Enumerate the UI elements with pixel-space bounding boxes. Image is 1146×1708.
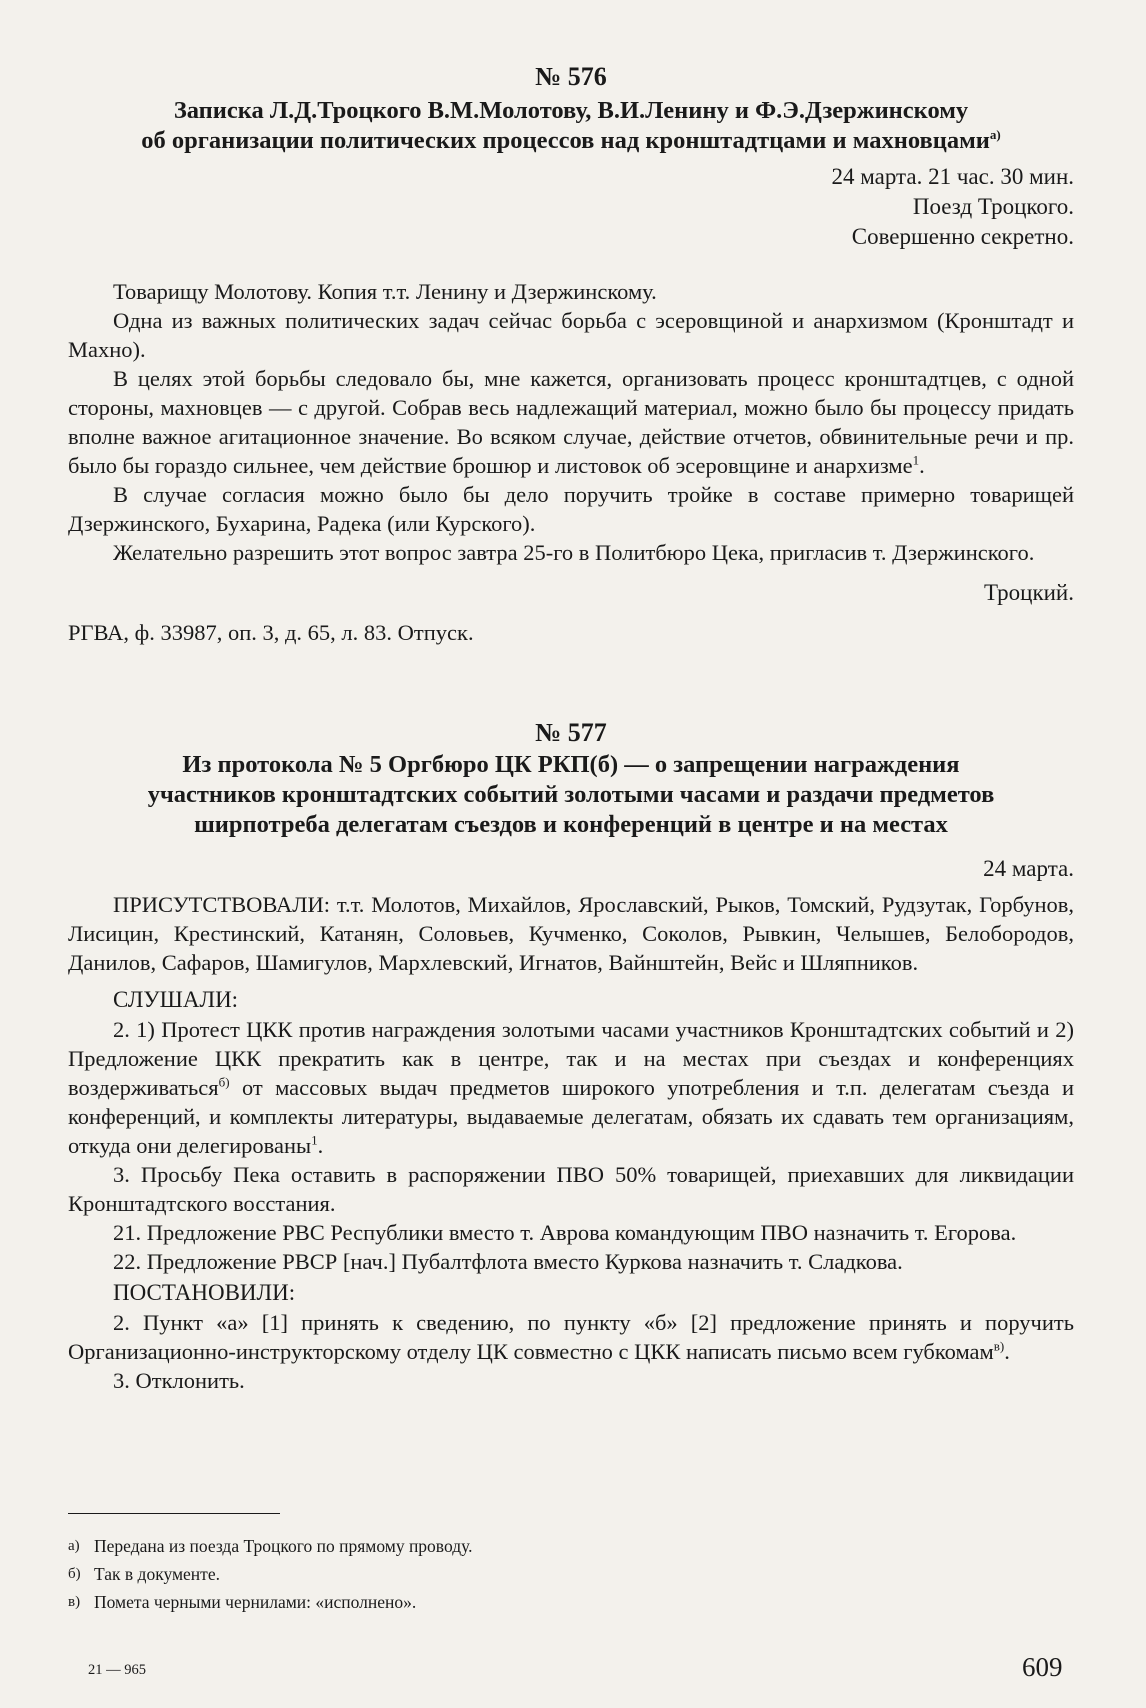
footnote-ref: 1 xyxy=(311,1132,318,1148)
footnote-ref: а) xyxy=(989,126,1001,142)
footnote-mark: б) xyxy=(68,1566,81,1582)
footnote-ref: б) xyxy=(218,1074,230,1090)
title-line: участников кронштадтских событий золотыми часами и раздачи предметов xyxy=(147,781,995,808)
document-number: № 576 xyxy=(535,62,607,91)
document-title xyxy=(68,750,1074,840)
resolved-item: 3. Отклонить. xyxy=(113,1368,245,1393)
page-number: 609 xyxy=(1022,1652,1063,1682)
footnote-text: Так в документе. xyxy=(94,1564,220,1584)
footnotes xyxy=(68,1532,1074,1616)
footnote-mark: а) xyxy=(68,1538,80,1554)
document-place: Поезд Троцкого. xyxy=(912,194,1074,219)
resolved-heading: ПОСТАНОВИЛИ: xyxy=(113,1280,296,1305)
title-line: Записка Л.Д.Троцкого В.М.Молотову, В.И.Ленину и Ф.Э.Дзержинскому xyxy=(173,97,969,124)
address-line: Товарищу Молотову. Копия т.т. Ленину и Дзержинскому. xyxy=(113,279,657,304)
footnote-mark: в) xyxy=(68,1594,81,1610)
footnote-text: Передана из поезда Троцкого по прямому проводу. xyxy=(94,1536,473,1556)
heard-item: 2. 1) Протест ЦКК против награждения золотыми часами участников Кронштадтских событий и 2) Предложение ЦКК прекратить как в центре, так и на местах при съездах и конференциях воздерживаться$^{б)}$ от массовых выдач предметов широкого употребления и т.п. делегатам съезда и конференций, и комплекты литературы, выдаваемые делегатам, обязать их сдавать тем организациям, откуда они делегированы$^1$. xyxy=(68,1017,1074,1158)
footnote-divider xyxy=(68,1513,280,1514)
title-line: об организации политических процессов над кронштадтцами и махновцами$^{а)}$ xyxy=(141,126,1001,154)
document-date: 24 марта. 21 час. 30 мин. xyxy=(831,164,1074,189)
footnote xyxy=(68,1560,1074,1588)
footnote xyxy=(68,1532,1074,1560)
paragraph: Одна из важных политических задач сейчас борьба с эсеровщиной и анархизмом (Кронштадт и Махно). xyxy=(68,308,1074,362)
heard-heading: СЛУШАЛИ: xyxy=(113,987,239,1012)
archive-source: РГВА, ф. 33987, оп. 3, д. 65, л. 83. Отпуск. xyxy=(68,620,474,645)
heard-item: 21. Предложение РВС Республики вместо т. Аврова командующим ПВО назначить т. Егорова. xyxy=(113,1220,1017,1245)
secrecy-stamp: Совершенно секретно. xyxy=(851,224,1074,249)
document-date: 24 марта. xyxy=(983,856,1074,881)
printer-signature: 21 — 965 xyxy=(88,1662,146,1678)
paragraph: В целях этой борьбы следовало бы, мне кажется, организовать процесс кронштадтцев, с одной стороны, махновцев — с другой. Собрав весь надлежащий материал, можно было бы процессу придать вполне важное агитационное значение. Во всяком случае, действие отчетов, обвинительные речи и пр. было бы гораздо сильнее, чем действие брошюр и листовок об эсеровщине и анархизме$^1$. xyxy=(68,366,1074,478)
resolved-item: 2. Пункт «а» [1] принять к сведению, по пункту «б» [2] предложение принять и поручить Организационно-инструкторскому отделу ЦК совместно с ЦКК написать письмо всем губкомам$^{в)}$. xyxy=(68,1310,1074,1364)
signature: Троцкий. xyxy=(983,580,1074,605)
footnote xyxy=(68,1588,1074,1616)
title-line: ширпотреба делегатам съездов и конференций в центре и на местах xyxy=(194,811,948,838)
document-577 xyxy=(68,716,1074,1395)
heard-item: 3. Просьбу Пека оставить в распоряжении ПВО 50% товарищей, приехавших для ликвидации Кронштадтского восстания. xyxy=(68,1162,1074,1216)
document-576 xyxy=(68,60,1074,647)
present-list: ПРИСУТСТВОВАЛИ: т.т. Молотов, Михайлов, Ярославский, Рыков, Томский, Рудзутак, Горбунов, Лисицин, Крестинский, Катанян, Соловьев, Кучменко, Соколов, Рывкин, Челышев, Белобородов, Данилов, Сафаров, Шамигулов, Мархлевский, Игнатов, Вайнштейн, Вейс и Шляпников. xyxy=(68,892,1074,975)
paragraph: Желательно разрешить этот вопрос завтра 25-го в Политбюро Цека, пригласив т. Дзержинского. xyxy=(113,540,1035,565)
title-line: Из протокола № 5 Оргбюро ЦК РКП(б) — о запрещении награждения xyxy=(182,751,960,778)
footnote-text: Помета черными чернилами: «исполнено». xyxy=(94,1592,417,1612)
heard-item: 22. Предложение РВСР [нач.] Пубалтфлота вместо Куркова назначить т. Сладкова. xyxy=(113,1249,903,1274)
document-title xyxy=(68,96,1074,156)
document-body xyxy=(68,277,1074,567)
footnote-ref: 1 xyxy=(912,452,920,468)
document-meta xyxy=(68,162,1074,252)
document-number: № 577 xyxy=(535,718,607,747)
paragraph: В случае согласия можно было бы дело поручить тройке в составе примерно товарищей Дзержинского, Бухарина, Радека (или Курского). xyxy=(68,482,1074,536)
footnote-ref: в) xyxy=(993,1338,1005,1354)
